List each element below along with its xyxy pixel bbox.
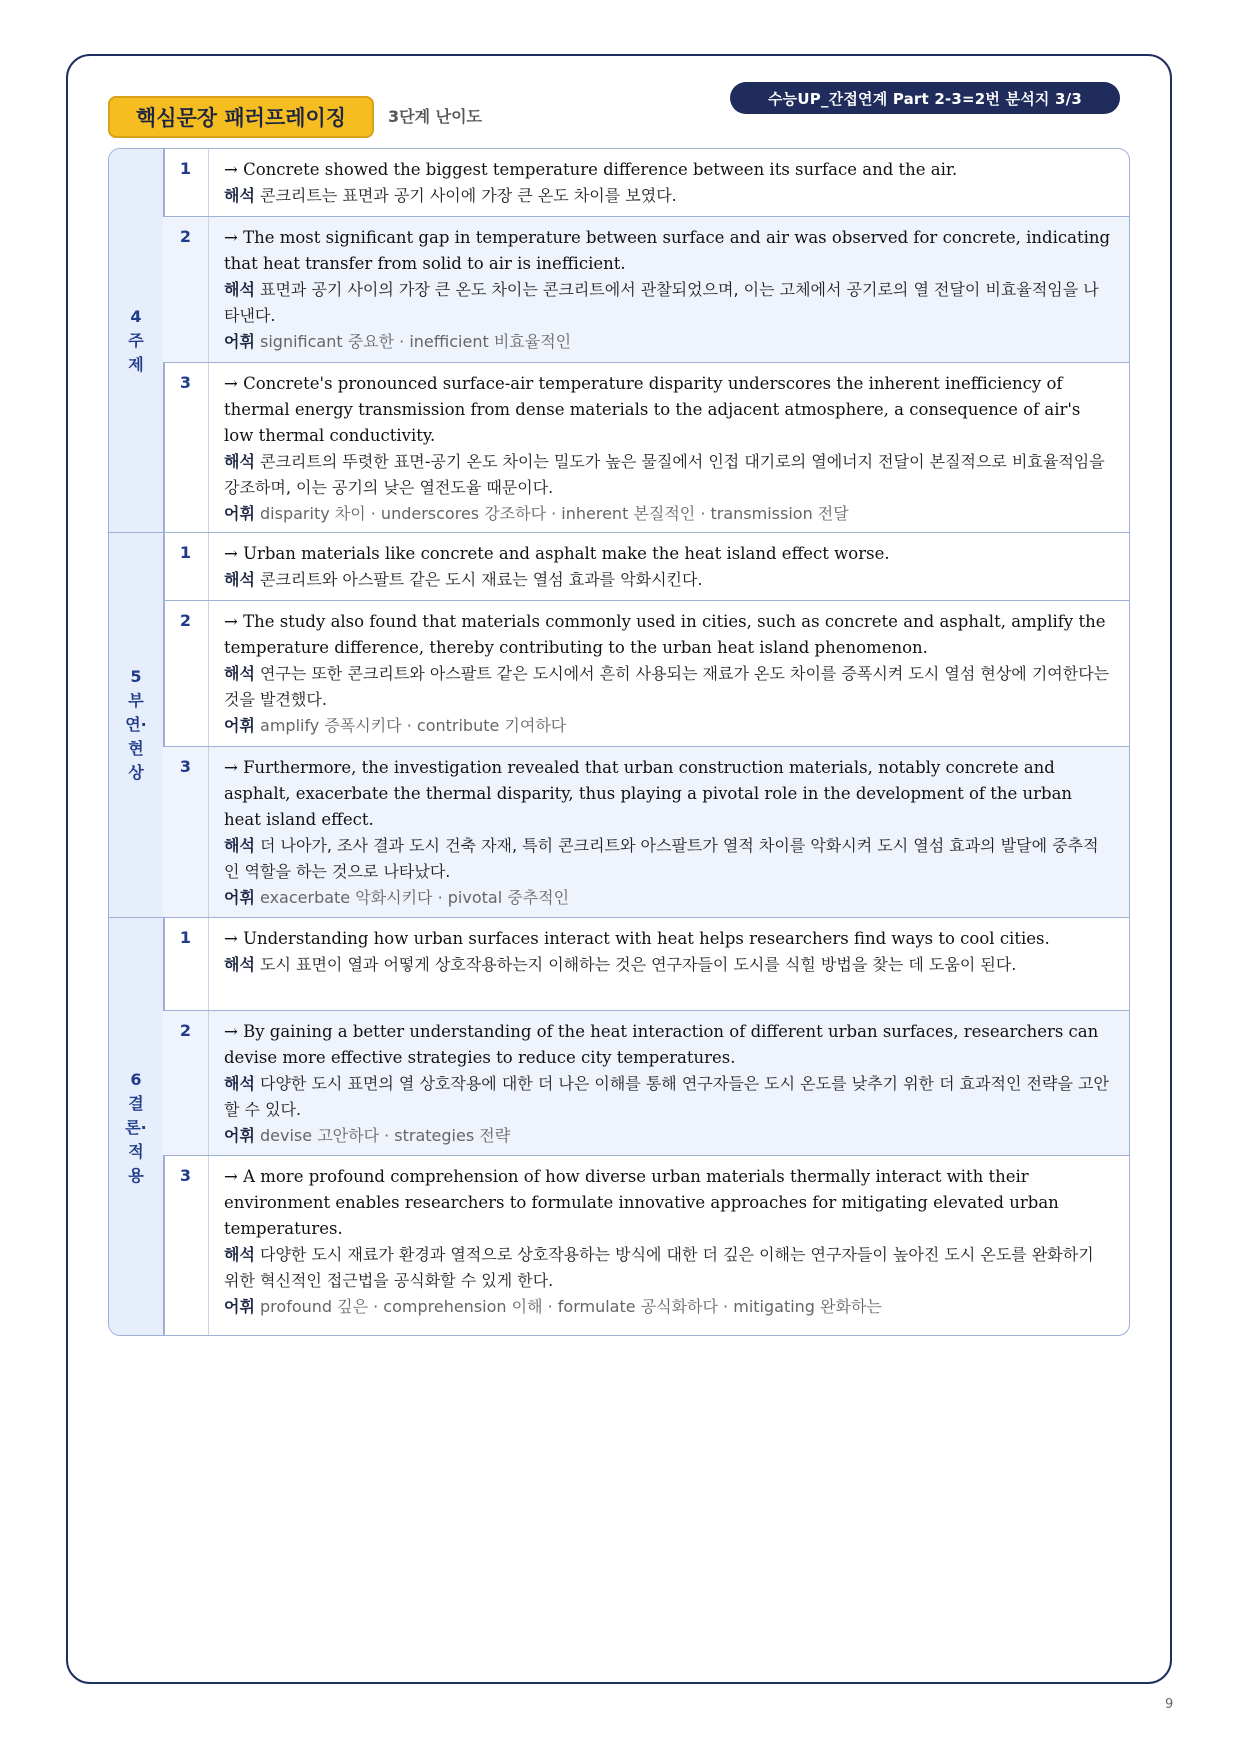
vocabulary-line: 어휘 disparity 차이 · underscores 강조하다 · inherent 본질적인 · transmission 전달	[224, 504, 849, 523]
source-pill: 수능UP_간접연계 Part 2-3=2번 분석지 3/3	[730, 82, 1120, 114]
vocabulary-line: 어휘 devise 고안하다 · strategies 전략	[224, 1126, 511, 1145]
korean-translation: 해석 다양한 도시 표면의 열 상호작용에 대한 더 나은 이해를 통해 연구자들은 도시 온도를 낮추기 위한 더 효과적인 전략을 고안할 수 있다.	[224, 1074, 1109, 1119]
english-sentence: → Urban materials like concrete and asphalt make the heat island effect worse.	[224, 544, 890, 563]
paraphrase-row	[163, 918, 1129, 1011]
english-sentence: → The most significant gap in temperature between surface and air was observed for concrete, indicating that heat transfer from solid to air is inefficient.	[224, 228, 1111, 273]
group-topic	[109, 149, 1129, 532]
english-sentence: → Understanding how urban surfaces interact with heat helps researchers find ways to cool cities.	[224, 929, 1050, 948]
page-number: 9	[1165, 1697, 1174, 1712]
row-number: 2	[163, 1011, 209, 1155]
group-elaboration	[109, 533, 1129, 917]
paraphrase-row	[163, 149, 1129, 217]
english-sentence: → The study also found that materials commonly used in cities, such as concrete and asphalt, amplify the temperature difference, thereby contributing to the urban heat island phenomenon.	[224, 612, 1106, 657]
section-title-badge: 핵심문장 패러프레이징	[108, 96, 374, 138]
korean-translation: 해석 콘크리트의 뚜렷한 표면-공기 온도 차이는 밀도가 높은 물질에서 인접 대기로의 열에너지 전달이 본질적으로 비효율적임을 강조하며, 이는 공기의 낮은 열전도율 때문이다.	[224, 452, 1105, 497]
paraphrase-row	[163, 217, 1129, 363]
group-label: 6 결 론· 적 용	[109, 918, 165, 1336]
english-sentence: → Furthermore, the investigation revealed that urban construction materials, notably concrete and asphalt, exacerbate the thermal disparity, thus playing a pivotal role in the development of the urban heat island effect.	[224, 758, 1073, 829]
english-sentence: → By gaining a better understanding of the heat interaction of different urban surfaces, researchers can devise more effective strategies to reduce city temperatures.	[224, 1022, 1099, 1067]
english-sentence: → Concrete's pronounced surface-air temperature disparity underscores the inherent inefficiency of thermal energy transmission from dense materials to the adjacent atmosphere, a consequence of air's low thermal conductivity.	[224, 374, 1081, 445]
korean-translation: 해석 도시 표면이 열과 어떻게 상호작용하는지 이해하는 것은 연구자들이 도시를 식힐 방법을 찾는 데 도움이 된다.	[224, 955, 1017, 974]
paraphrase-row	[163, 533, 1129, 601]
english-sentence: → A more profound comprehension of how diverse urban materials thermally interact with their environment enables researchers to formulate innovative approaches for mitigating elevated urban temperatures.	[224, 1167, 1059, 1238]
korean-translation: 해석 연구는 또한 콘크리트와 아스팔트 같은 도시에서 흔히 사용되는 재료가 온도 차이를 증폭시켜 도시 열섬 현상에 기여한다는 것을 발견했다.	[224, 664, 1110, 709]
korean-translation: 해석 콘크리트는 표면과 공기 사이에 가장 큰 온도 차이를 보였다.	[224, 186, 677, 205]
row-number: 3	[163, 747, 209, 917]
paraphrase-row	[163, 747, 1129, 917]
difficulty-label: 3단계 난이도	[388, 107, 482, 126]
paraphrase-row	[163, 1156, 1129, 1336]
english-sentence: → Concrete showed the biggest temperature difference between its surface and the air.	[224, 160, 958, 179]
group-label: 5 부 연· 현 상	[109, 533, 165, 917]
row-number: 1	[163, 918, 209, 1010]
group-label: 4 주 제	[109, 149, 165, 532]
row-number: 1	[163, 149, 209, 216]
vocabulary-line: 어휘 amplify 증폭시키다 · contribute 기여하다	[224, 716, 567, 735]
paraphrase-row	[163, 363, 1129, 532]
vocabulary-line: 어휘 profound 깊은 · comprehension 이해 · formulate 공식화하다 · mitigating 완화하는	[224, 1297, 882, 1316]
row-number: 2	[163, 217, 209, 362]
korean-translation: 해석 콘크리트와 아스팔트 같은 도시 재료는 열섬 효과를 악화시킨다.	[224, 570, 703, 589]
row-number: 1	[163, 533, 209, 600]
korean-translation: 해석 다양한 도시 재료가 환경과 열적으로 상호작용하는 방식에 대한 더 깊은 이해는 연구자들이 높아진 도시 온도를 완화하기 위한 혁신적인 접근법을 공식화할 수 있게 한다.	[224, 1245, 1094, 1290]
korean-translation: 해석 더 나아가, 조사 결과 도시 건축 자재, 특히 콘크리트와 아스팔트가 열적 차이를 악화시켜 도시 열섬 효과의 발달에 중추적인 역할을 하는 것으로 나타났다.	[224, 836, 1099, 881]
row-number: 2	[163, 601, 209, 746]
paraphrase-table	[108, 148, 1130, 1336]
paraphrase-row	[163, 1011, 1129, 1156]
korean-translation: 해석 표면과 공기 사이의 가장 큰 온도 차이는 콘크리트에서 관찰되었으며, 이는 고체에서 공기로의 열 전달이 비효율적임을 나타낸다.	[224, 280, 1099, 325]
group-conclusion	[109, 918, 1129, 1336]
row-number: 3	[163, 1156, 209, 1336]
paraphrase-row	[163, 601, 1129, 747]
row-number: 3	[163, 363, 209, 532]
vocabulary-line: 어휘 significant 중요한 · inefficient 비효율적인	[224, 332, 572, 351]
vocabulary-line: 어휘 exacerbate 악화시키다 · pivotal 중추적인	[224, 888, 570, 907]
